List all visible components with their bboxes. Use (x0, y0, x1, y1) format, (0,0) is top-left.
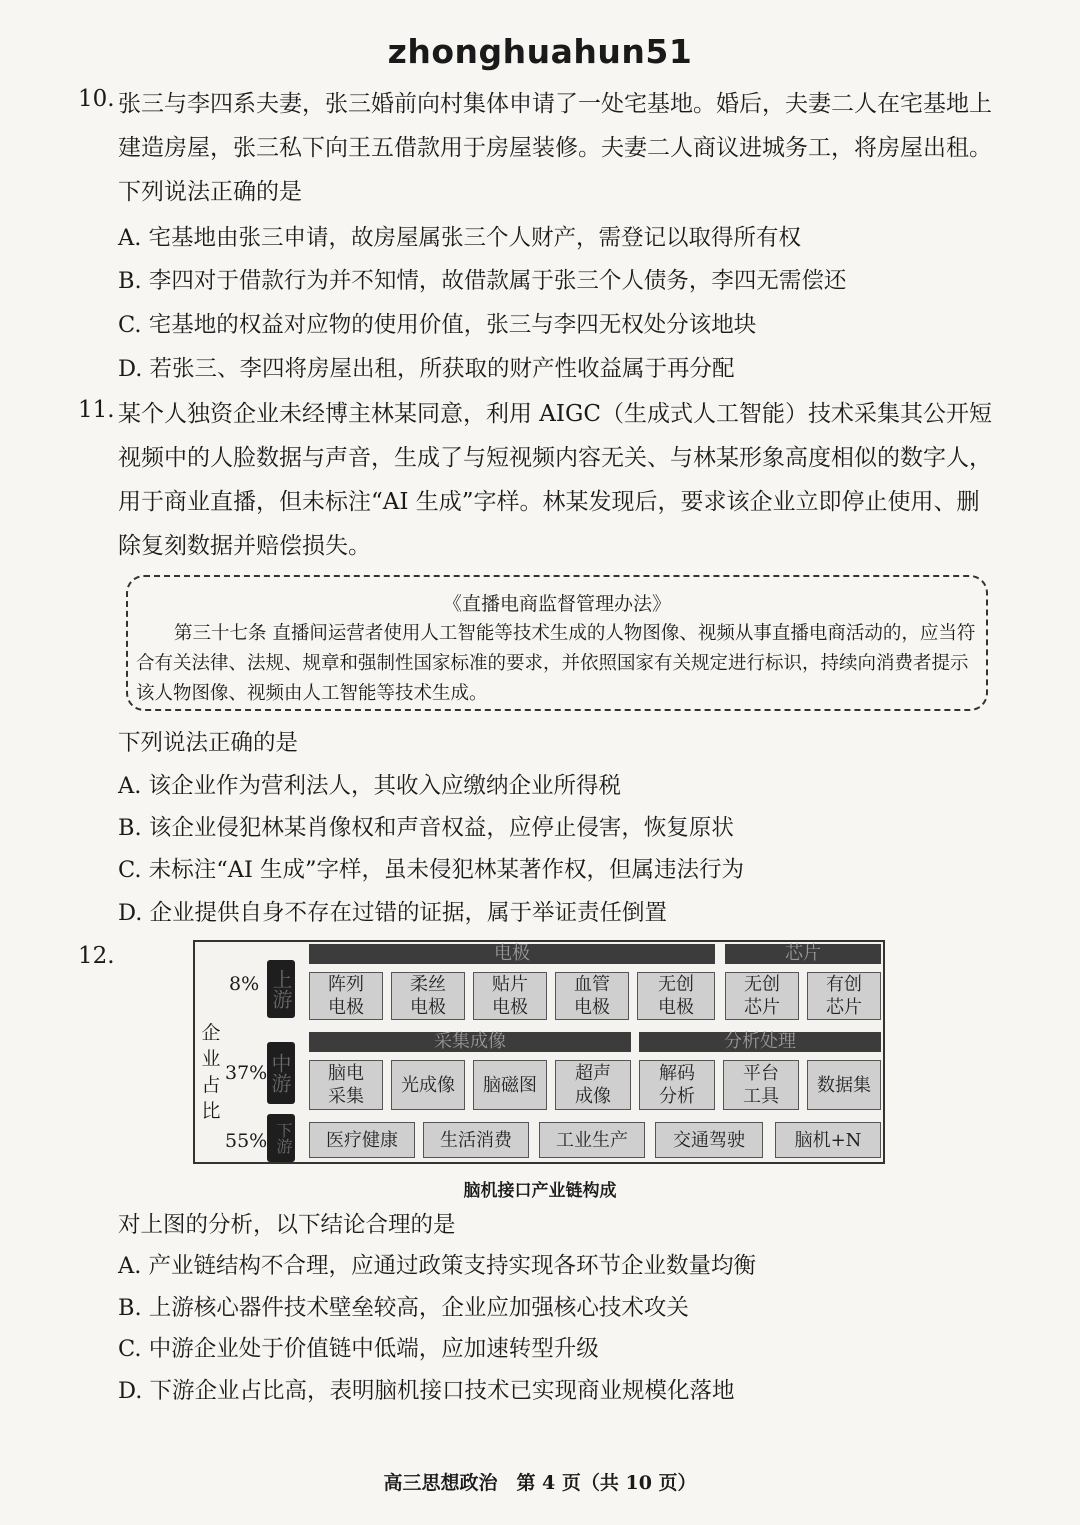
cell-consumer-life: 生活消费 (423, 1122, 529, 1158)
cell-ultrasound-imaging: 超声 成像 (555, 1060, 631, 1110)
question-12-prompt: 对上图的分析，以下结论合理的是 (118, 1212, 456, 1238)
question-12-option-c: C. 中游企业处于价值链中低端，应加速转型升级 (118, 1336, 599, 1362)
question-10-number: 10. (78, 86, 115, 112)
question-11-option-d: D. 企业提供自身不存在过错的证据，属于举证责任倒置 (118, 900, 668, 926)
question-11-option-a: A. 该企业作为营利法人，其收入应缴纳企业所得税 (118, 773, 622, 799)
cell-optical-imaging: 光成像 (391, 1060, 465, 1110)
cell-platform-tools: 平台 工具 (723, 1060, 799, 1110)
downstream-stage-label: 下游 (267, 1114, 295, 1162)
question-10-option-a: A. 宅基地由张三申请，故房屋属张三个人财产，需登记以取得所有权 (118, 225, 802, 251)
question-11-prompt: 下列说法正确的是 (118, 730, 299, 756)
cell-eeg-acquisition: 脑电 采集 (309, 1060, 383, 1110)
cell-array-electrode: 阵列 电极 (309, 972, 383, 1020)
watermark-text: zhonghuahun51 (387, 32, 693, 71)
page-footer: 高三思想政治 第 4 页（共 10 页） (383, 1472, 697, 1494)
cell-medical-health: 医疗健康 (309, 1122, 415, 1158)
question-10-option-b: B. 李四对于借款行为并不知情，故借款属于张三个人债务，李四无需偿还 (118, 268, 847, 294)
cell-dataset: 数据集 (807, 1060, 881, 1110)
midstream-percent: 37% (225, 1062, 268, 1084)
cell-noninvasive-chip: 无创 芯片 (725, 972, 799, 1020)
group-title-electrode: 电极 (309, 944, 715, 964)
question-11-option-b: B. 该企业侵犯林某肖像权和声音权益，应停止侵害，恢复原状 (118, 815, 734, 841)
group-title-chip: 芯片 (725, 944, 881, 964)
question-11-stem: 某个人独资企业未经博主林某同意，利用 AIGC（生成式人工智能）技术采集其公开短视频中的人脸数据与声音，生成了与短视频内容无关、与林某形象高度相似的数字人，用于商业直播，但未标注“AI 生成”字样。林某发现后，要求该企业立即停止使用、删除复刻数据并赔偿损失。 (118, 401, 992, 559)
downstream-percent: 55% (225, 1130, 268, 1152)
cell-patch-electrode: 贴片 电极 (473, 972, 547, 1020)
question-10-stem: 张三与李四系夫妻，张三婚前向村集体申请了一处宅基地。婚后，夫妻二人在宅基地上建造房屋，张三私下向王五借款用于房屋装修。夫妻二人商议进城务工，将房屋出租。下列说法正确的是 (118, 91, 992, 205)
cell-flex-electrode: 柔丝 电极 (391, 972, 465, 1020)
cell-transport-driving: 交通驾驶 (655, 1122, 763, 1158)
question-12-option-d: D. 下游企业占比高，表明脑机接口技术已实现商业规模化落地 (118, 1378, 735, 1404)
law-title: 《直播电商监督管理办法》 (442, 593, 671, 615)
cell-vascular-electrode: 血管 电极 (555, 972, 629, 1020)
side-label-char: 企 (201, 1022, 221, 1044)
industry-chain-diagram (193, 940, 885, 1164)
side-label-char: 占 (201, 1074, 221, 1096)
question-11-number: 11. (78, 397, 115, 423)
group-title-acquisition: 采集成像 (309, 1032, 631, 1052)
side-label-char: 比 (201, 1100, 221, 1122)
question-10-option-d: D. 若张三、李四将房屋出租，所获取的财产性收益属于再分配 (118, 356, 735, 382)
cell-noninvasive-electrode: 无创 电极 (637, 972, 715, 1020)
question-10-option-c: C. 宅基地的权益对应物的使用价值，张三与李四无权处分该地块 (118, 312, 757, 338)
question-12-option-b: B. 上游核心器件技术壁垒较高，企业应加强核心技术攻关 (118, 1295, 689, 1321)
cell-meg: 脑磁图 (473, 1060, 547, 1110)
side-label (199, 1020, 223, 1124)
question-11-option-c: C. 未标注“AI 生成”字样，虽未侵犯林某著作权，但属违法行为 (118, 857, 745, 883)
cell-bci-plus-n: 脑机+N (775, 1122, 881, 1158)
question-12-number: 12. (78, 943, 115, 969)
midstream-stage-label: 中游 (267, 1042, 295, 1104)
cell-decoding-analysis: 解码 分析 (639, 1060, 715, 1110)
upstream-percent: 8% (229, 973, 260, 995)
cell-industrial-production: 工业生产 (539, 1122, 645, 1158)
law-excerpt-box (126, 575, 988, 711)
group-title-analysis: 分析处理 (639, 1032, 881, 1052)
question-12-option-a: A. 产业链结构不合理，应通过政策支持实现各环节企业数量均衡 (118, 1253, 757, 1279)
diagram-caption: 脑机接口产业链构成 (463, 1181, 617, 1201)
cell-invasive-chip: 有创 芯片 (807, 972, 881, 1020)
upstream-stage-label: 上游 (267, 960, 295, 1018)
law-article-text: 第三十七条 直播间运营者使用人工智能等技术生成的人物图像、视频从事直播电商活动的，应当符合有关法律、法规、规章和强制性国家标准的要求，并依照国家有关规定进行标识，持续向消费者提示该人物图像、视频由人工智能等技术生成。 (136, 623, 976, 704)
side-label-char: 业 (201, 1048, 221, 1070)
